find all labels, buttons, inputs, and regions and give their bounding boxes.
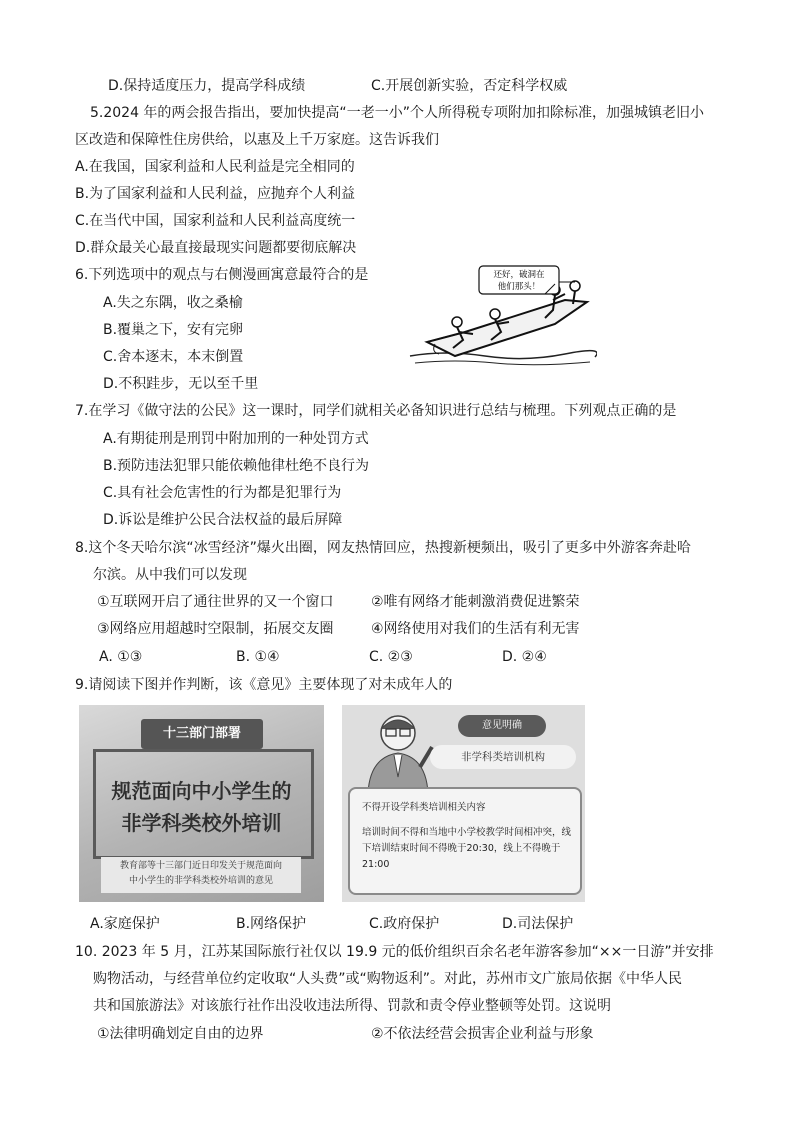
q7-stem: 7.在学习《做守法的公民》这一课时，同学们就相关必备知识进行总结与梳理。下列观点正确的是	[75, 403, 677, 419]
q8-choice-b: B. ①④	[236, 649, 280, 665]
q9-choice-a: A.家庭保护	[90, 916, 160, 932]
q8-stem-line2: 尔滨。从中我们可以发现	[93, 567, 247, 583]
q10-item-2: ②不依法经营会损害企业利益与形象	[371, 1026, 594, 1042]
q5-option-c: C.在当代中国，国家利益和人民利益高度统一	[75, 213, 356, 229]
boat-cartoon-illustration	[405, 262, 597, 370]
q6-option-b: B.覆巢之下，安有完卵	[103, 322, 244, 338]
poster-caption-line1: 教育部等十三部门近日印发关于规范面向	[119, 861, 282, 871]
q6-option-d: D.不积跬步，无以至千里	[103, 376, 259, 392]
poster-title-line2: 非学科类校外培训	[121, 811, 282, 835]
q6-option-c: C.舍本逐末，本末倒置	[103, 349, 244, 365]
poster-caption	[101, 857, 301, 893]
detail-panel-body: 培训时间不得和当地中小学校教学时间相冲突，线下培训结束时间不得晚于20:30，线上不得晚于21:00	[362, 827, 572, 870]
detail-tag: 意见明确	[458, 715, 546, 737]
q6-stem: 6.下列选项中的观点与右侧漫画寓意最符合的是	[75, 267, 369, 283]
q9-choice-c: C.政府保护	[369, 916, 440, 932]
teacher-illustration	[358, 707, 438, 793]
detail-panel-heading: 不得开设学科类培训相关内容	[362, 802, 486, 813]
q9-image-policy-poster	[79, 705, 324, 902]
q8-choice-d: D. ②④	[502, 649, 547, 665]
q8-choice-c: C. ②③	[369, 649, 413, 665]
q8-item-2: ②唯有网络才能刺激消费促进繁荣	[371, 594, 580, 610]
poster-ribbon: 十三部门部署	[141, 719, 263, 749]
q4-option-c: C.开展创新实验，否定科学权威	[371, 78, 568, 94]
q9-stem: 9.请阅读下图并作判断，该《意见》主要体现了对未成年人的	[75, 677, 453, 693]
cartoon-bubble-line1: 还好，破洞在	[493, 270, 545, 280]
detail-subtitle: 非学科类培训机构	[430, 745, 576, 769]
q10-stem-line2: 购物活动，与经营单位约定收取“人头费”或“购物返利”。对此，苏州市文广旅局依据《中华人民	[93, 971, 683, 987]
poster-title-line1: 规范面向中小学生的	[111, 779, 292, 803]
q9-choice-d: D.司法保护	[502, 916, 574, 932]
q5-option-a: A.在我国，国家利益和人民利益是完全相同的	[75, 159, 355, 175]
detail-panel	[348, 787, 582, 895]
q9-image-policy-detail	[342, 705, 585, 902]
q5-option-d: D.群众最关心最直接最现实问题都要彻底解决	[75, 240, 357, 256]
q5-stem-line2: 区改造和保障性住房供给，以惠及上千万家庭。这告诉我们	[75, 132, 439, 148]
q7-option-c: C.具有社会危害性的行为都是犯罪行为	[103, 485, 342, 501]
q8-item-4: ④网络使用对我们的生活有利无害	[371, 621, 580, 637]
q8-choice-a: A. ①③	[99, 649, 143, 665]
q7-option-a: A.有期徒刑是刑罚中附加刑的一种处罚方式	[103, 431, 369, 447]
q10-item-1: ①法律明确划定自由的边界	[97, 1026, 264, 1042]
poster-caption-line2: 中小学生的非学科类校外培训的意见	[128, 876, 273, 886]
q4-option-d: D.保持适度压力，提高学科成绩	[108, 78, 306, 94]
q5-option-b: B.为了国家利益和人民利益，应抛弃个人利益	[75, 186, 356, 202]
q7-option-d: D.诉讼是维护公民合法权益的最后屏障	[103, 512, 343, 528]
q8-item-1: ①互联网开启了通往世界的又一个窗口	[97, 594, 334, 610]
q10-stem-line1: 10. 2023 年 5 月，江苏某国际旅行社仅以 19.9 元的低价组织百余名老年游客参加“××一日游”并安排	[75, 944, 714, 960]
q6-option-a: A.失之东隅，收之桑榆	[103, 295, 243, 311]
q8-stem-line1: 8.这个冬天哈尔滨“冰雪经济”爆火出圈，网友热情回应，热搜新梗频出，吸引了更多中外游客奔赴哈	[75, 540, 691, 556]
poster-frame	[93, 749, 314, 859]
q8-item-3: ③网络应用超越时空限制，拓展交友圈	[97, 621, 334, 637]
q9-choice-b: B.网络保护	[236, 916, 307, 932]
q6-cartoon	[405, 262, 597, 370]
cartoon-bubble-line2: 他们那头！	[497, 282, 541, 292]
q7-option-b: B.预防违法犯罪只能依赖他律杜绝不良行为	[103, 458, 370, 474]
q10-stem-line3: 共和国旅游法》对该旅行社作出没收违法所得、罚款和责令停业整顿等处罚。这说明	[93, 998, 611, 1014]
q5-stem-line1: 5.2024 年的两会报告指出，要加快提高“一老一小”个人所得税专项附加扣除标准，加强城镇老旧小	[90, 105, 704, 121]
